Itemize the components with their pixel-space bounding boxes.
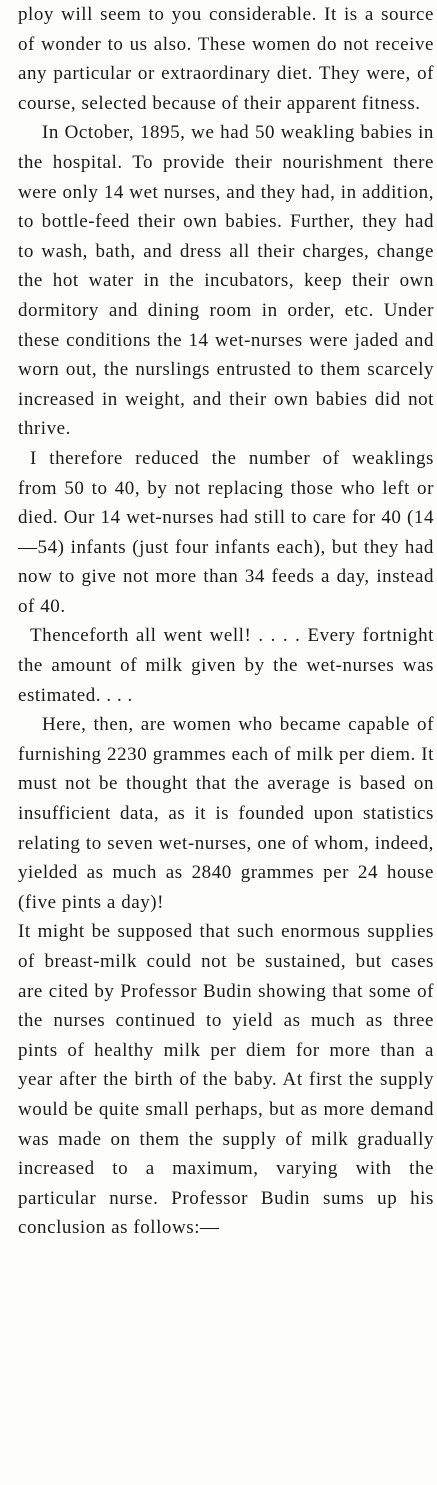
paragraph-professor-budin: It might be supposed that such enormous supplies of breast-milk could not be sustained, but cases are cited by Professor Budin showing that some of the nurses continued to yield as much as three pints of healthy milk per diem for more than a year after the birth of the baby. At first the supply would be quite small perhaps, but as more demand was made on them the supply of milk gradually increased to a maximum, varying with the particular nurse. Professor Budin sums up his conclusion as follows:—: [18, 921, 434, 1239]
article-column: [18, 0, 434, 1243]
paragraph-october-1895: In October, 1895, we had 50 weakling babies in the hospital. To provide their nourishment there were only 14 wet nurses, and they had, in addition, to bottle-feed their own babies. Further, they had to wash, bath, and dress all their charges, change the hot water in the incubators, keep their own dormitory and dining room in order, etc. Under these conditions the 14 wet-nurses were jaded and worn out, the nurslings entrusted to them scarcely increased in weight, and their own babies did not thrive.: [18, 122, 434, 440]
paragraph-diet: ploy will seem to you considerable. It is a source of wonder to us also. These women do not receive any particular or extraordinary diet. They were, of course, selected because of their apparent fitness.: [18, 4, 434, 114]
paragraph-grammes-per-diem: Here, then, are women who became capable of furnishing 2230 grammes each of milk per diem. It must not be thought that the average is based on insufficient data, as it is founded upon statistics relating to seven wet-nurses, one of whom, indeed, yielded as much as 2840 grammes per 24 house (five pints a day)!: [18, 714, 434, 913]
paragraph-thenceforth: Thenceforth all went well! . . . . Every fortnight the amount of milk given by the wet-nurses was estimated. . . .: [18, 625, 434, 706]
paragraph-reduced-weaklings: I therefore reduced the number of weaklings from 50 to 40, by not replacing those who left or died. Our 14 wet-nurses had still to care for 40 (14—54) infants (just four infants each), but they had now to give not more than 34 feeds a day, instead of 40.: [18, 447, 434, 617]
